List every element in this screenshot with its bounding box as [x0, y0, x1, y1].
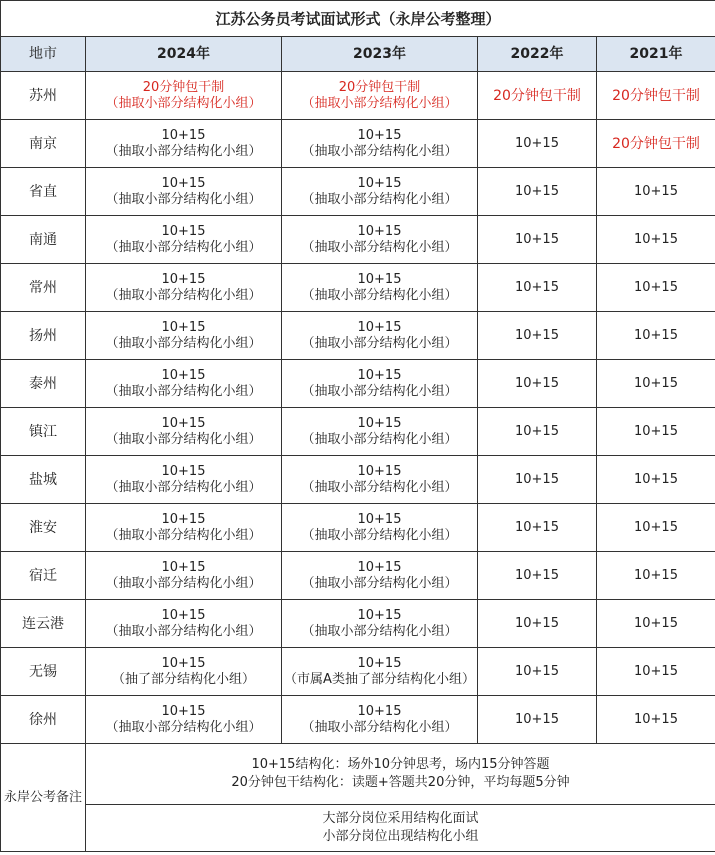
city-cell: 省直	[1, 168, 86, 216]
city-cell: 镇江	[1, 408, 86, 456]
cell-2023-line: 10+15	[357, 367, 402, 383]
cell-2023-line: （抽取小部分结构化小组）	[301, 383, 458, 399]
cell-2021: 10+15	[597, 648, 715, 696]
cell-2024-line: （抽取小部分结构化小组）	[105, 431, 262, 447]
table-row	[1, 408, 715, 456]
cell-2023	[282, 72, 478, 120]
table-row	[1, 648, 715, 696]
cell-2023-line: 10+15	[357, 127, 402, 143]
cell-2024-line: （抽取小部分结构化小组）	[105, 143, 262, 159]
cell-2023-line: 10+15	[357, 559, 402, 575]
cell-2024-line: 10+15	[161, 607, 206, 623]
cell-2023	[282, 120, 478, 168]
cell-2024-line: 10+15	[161, 127, 206, 143]
cell-2022: 10+15	[478, 168, 597, 216]
cell-2024	[86, 264, 282, 312]
cell-2023-line: 10+15	[357, 271, 402, 287]
table-row	[1, 216, 715, 264]
city-cell: 盐城	[1, 456, 86, 504]
cell-2023	[282, 408, 478, 456]
table-row	[1, 600, 715, 648]
cell-2021: 10+15	[597, 456, 715, 504]
header-2022: 2022年	[478, 37, 597, 72]
city-cell: 徐州	[1, 696, 86, 744]
table-row	[1, 312, 715, 360]
cell-2024	[86, 168, 282, 216]
cell-2024-line: 10+15	[161, 703, 206, 719]
cell-2024-line: （抽取小部分结构化小组）	[105, 95, 262, 111]
cell-2024-line: （抽取小部分结构化小组）	[105, 335, 262, 351]
table-row	[1, 168, 715, 216]
cell-2021: 10+15	[597, 168, 715, 216]
cell-2023-line: （抽取小部分结构化小组）	[301, 719, 458, 735]
cell-2022: 10+15	[478, 408, 597, 456]
cell-2023	[282, 264, 478, 312]
cell-2022: 10+15	[478, 360, 597, 408]
cell-2024	[86, 648, 282, 696]
cell-2023	[282, 648, 478, 696]
cell-2022: 10+15	[478, 264, 597, 312]
cell-2023-line: 10+15	[357, 415, 402, 431]
note-row-1	[1, 744, 715, 805]
cell-2024-line: （抽取小部分结构化小组）	[105, 287, 262, 303]
cell-2024	[86, 216, 282, 264]
note-line: 大部分岗位采用结构化面试	[322, 811, 479, 826]
cell-2023-line: （抽取小部分结构化小组）	[301, 143, 458, 159]
note-line: 10+15结构化：场外10分钟思考，场内15分钟答题	[251, 757, 550, 772]
cell-2022: 10+15	[478, 312, 597, 360]
notes-label: 永岸公考备注	[1, 744, 86, 852]
cell-2023-line: （抽取小部分结构化小组）	[301, 239, 458, 255]
cell-2021: 10+15	[597, 216, 715, 264]
cell-2024-line: （抽取小部分结构化小组）	[105, 479, 262, 495]
cell-2024	[86, 360, 282, 408]
table-row	[1, 360, 715, 408]
cell-2024	[86, 72, 282, 120]
header-2023: 2023年	[282, 37, 478, 72]
cell-2024-line: 10+15	[161, 415, 206, 431]
cell-2023	[282, 552, 478, 600]
city-cell: 无锡	[1, 648, 86, 696]
cell-2021: 10+15	[597, 312, 715, 360]
cell-2023-line: 10+15	[357, 223, 402, 239]
cell-2024-line: 10+15	[161, 655, 206, 671]
cell-2023	[282, 312, 478, 360]
cell-2021: 10+15	[597, 552, 715, 600]
cell-2023-line: 10+15	[357, 463, 402, 479]
table-row	[1, 552, 715, 600]
cell-2022: 10+15	[478, 120, 597, 168]
cell-2024	[86, 504, 282, 552]
cell-2021: 10+15	[597, 696, 715, 744]
cell-2024-line: 10+15	[161, 175, 206, 191]
cell-2024-line: （抽取小部分结构化小组）	[105, 191, 262, 207]
cell-2024-line: （抽取小部分结构化小组）	[105, 575, 262, 591]
cell-2024	[86, 312, 282, 360]
table-row	[1, 696, 715, 744]
cell-2022: 10+15	[478, 552, 597, 600]
cell-2024-line: （抽取小部分结构化小组）	[105, 623, 262, 639]
title-row	[1, 1, 715, 37]
cell-2023-line: （抽取小部分结构化小组）	[301, 527, 458, 543]
cell-2024	[86, 408, 282, 456]
cell-2023-line: 10+15	[357, 607, 402, 623]
cell-2024-line: 10+15	[161, 463, 206, 479]
table-row	[1, 72, 715, 120]
cell-2024-line: （抽取小部分结构化小组）	[105, 239, 262, 255]
cell-2023-line: （抽取小部分结构化小组）	[301, 479, 458, 495]
cell-2022: 10+15	[478, 648, 597, 696]
table-row	[1, 264, 715, 312]
cell-2024	[86, 600, 282, 648]
cell-2024-line: （抽取小部分结构化小组）	[105, 527, 262, 543]
header-2021: 2021年	[597, 37, 715, 72]
cell-2024-line: 10+15	[161, 511, 206, 527]
cell-2022: 10+15	[478, 456, 597, 504]
cell-2022: 10+15	[478, 696, 597, 744]
cell-2021: 20分钟包干制	[597, 120, 715, 168]
city-cell: 常州	[1, 264, 86, 312]
cell-2021: 10+15	[597, 408, 715, 456]
table-row	[1, 120, 715, 168]
cell-2024-line: （抽取小部分结构化小组）	[105, 383, 262, 399]
note-line: 20分钟包干结构化：读题+答题共20分钟，平均每题5分钟	[231, 775, 570, 790]
cell-2022: 10+15	[478, 600, 597, 648]
cell-2023	[282, 504, 478, 552]
city-cell: 淮安	[1, 504, 86, 552]
cell-2023-line: （抽取小部分结构化小组）	[301, 95, 458, 111]
cell-2021: 10+15	[597, 504, 715, 552]
cell-2023-line: 10+15	[357, 319, 402, 335]
cell-2023-line: （抽取小部分结构化小组）	[301, 335, 458, 351]
cell-2021: 10+15	[597, 264, 715, 312]
city-cell: 苏州	[1, 72, 86, 120]
cell-2023-line: 20分钟包干制	[338, 79, 421, 95]
header-city: 地市	[1, 37, 86, 72]
cell-2023-line: 10+15	[357, 175, 402, 191]
cell-2024	[86, 552, 282, 600]
cell-2024	[86, 120, 282, 168]
table-row	[1, 504, 715, 552]
cell-2024-line: （抽取小部分结构化小组）	[105, 719, 262, 735]
header-row	[1, 37, 715, 72]
cell-2024-line: 10+15	[161, 367, 206, 383]
city-cell: 连云港	[1, 600, 86, 648]
cell-2023-line: （抽取小部分结构化小组）	[301, 191, 458, 207]
cell-2023-line: 10+15	[357, 511, 402, 527]
note-row-2	[1, 805, 715, 852]
cell-2023-line: （抽取小部分结构化小组）	[301, 287, 458, 303]
header-2024: 2024年	[86, 37, 282, 72]
note-text-1	[86, 744, 715, 805]
table-row	[1, 456, 715, 504]
cell-2023	[282, 600, 478, 648]
cell-2023	[282, 216, 478, 264]
cell-2023-line: （抽取小部分结构化小组）	[301, 575, 458, 591]
cell-2024-line: 10+15	[161, 319, 206, 335]
city-cell: 宿迁	[1, 552, 86, 600]
cell-2023-line: （抽取小部分结构化小组）	[301, 623, 458, 639]
table-title: 江苏公务员考试面试形式（永岸公考整理）	[1, 1, 715, 37]
cell-2024	[86, 696, 282, 744]
cell-2024-line: 10+15	[161, 223, 206, 239]
cell-2023-line: 10+15	[357, 655, 402, 671]
cell-2022: 10+15	[478, 504, 597, 552]
cell-2022: 10+15	[478, 216, 597, 264]
cell-2023-line: （市属A类抽了部分结构化小组）	[284, 671, 475, 687]
note-line: 小部分岗位出现结构化小组	[322, 829, 479, 844]
city-cell: 南京	[1, 120, 86, 168]
cell-2021: 10+15	[597, 600, 715, 648]
cell-2024-line: 20分钟包干制	[142, 79, 225, 95]
cell-2023	[282, 456, 478, 504]
cell-2023	[282, 696, 478, 744]
cell-2024-line: 10+15	[161, 559, 206, 575]
cell-2023-line: （抽取小部分结构化小组）	[301, 431, 458, 447]
cell-2023	[282, 168, 478, 216]
note-text-2	[86, 805, 715, 852]
cell-2021: 20分钟包干制	[597, 72, 715, 120]
cell-2022: 20分钟包干制	[478, 72, 597, 120]
cell-2024-line: （抽了部分结构化小组）	[111, 671, 255, 687]
cell-2023-line: 10+15	[357, 703, 402, 719]
cell-2024-line: 10+15	[161, 271, 206, 287]
city-cell: 南通	[1, 216, 86, 264]
city-cell: 扬州	[1, 312, 86, 360]
cell-2021: 10+15	[597, 360, 715, 408]
cell-2024	[86, 456, 282, 504]
city-cell: 泰州	[1, 360, 86, 408]
cell-2023	[282, 360, 478, 408]
